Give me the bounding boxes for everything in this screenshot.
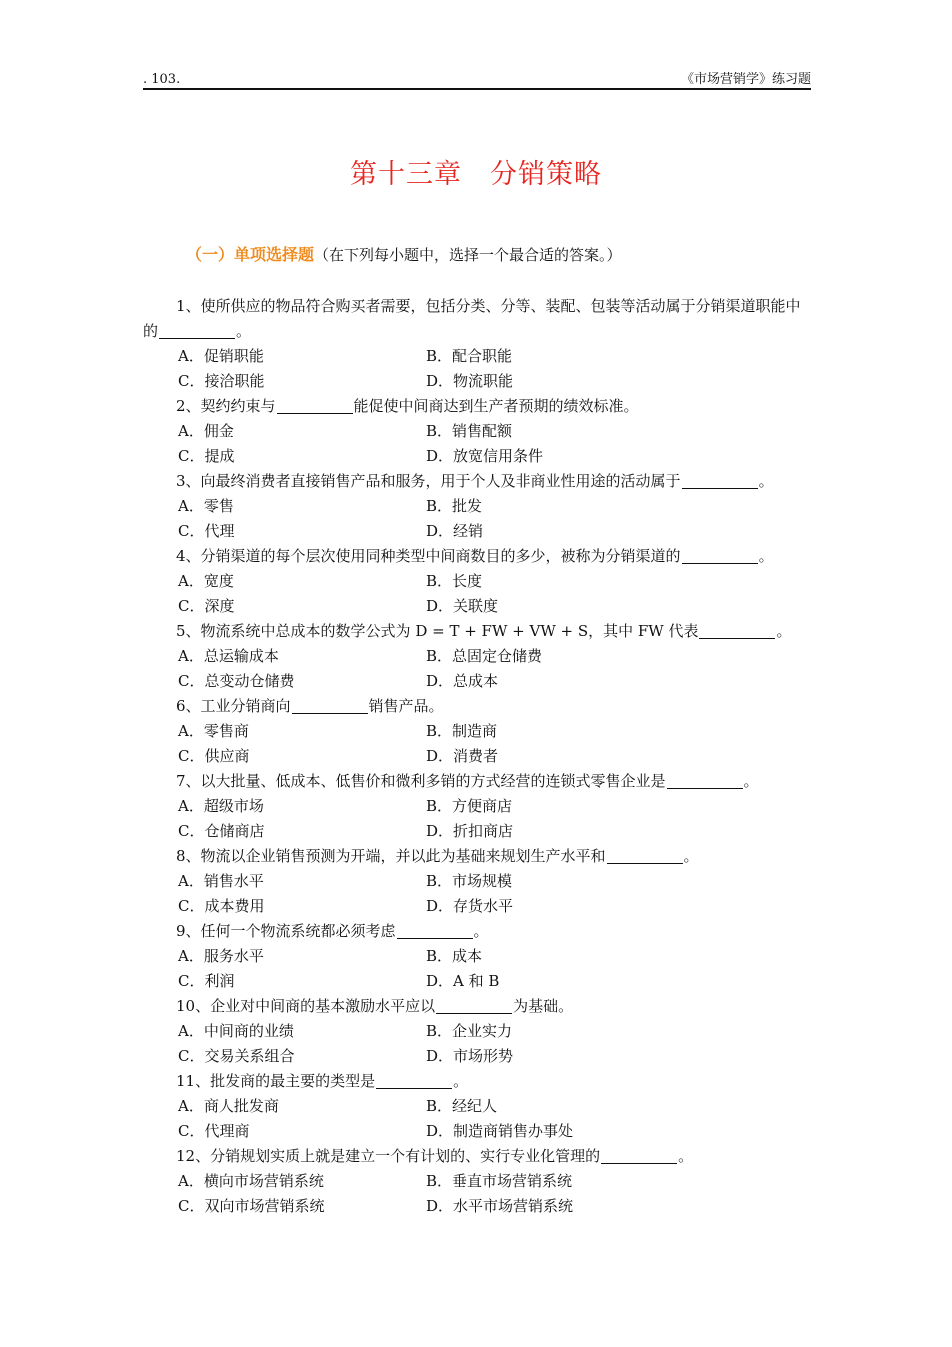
option-d: D．市场形势	[426, 1047, 514, 1065]
question-text: 1、使所供应的物品符合购买者需要，包括分类、分等、装配、包装等活动属于分销渠道职能中的	[143, 297, 801, 340]
options-row	[143, 894, 811, 919]
options-row	[143, 1019, 811, 1044]
section-heading	[186, 244, 622, 266]
question-text-end: 能促使中间商达到生产者预期的绩效标准。	[353, 397, 639, 415]
option-c: C．接洽职能	[178, 372, 265, 390]
option-a: A．服务水平	[178, 947, 264, 965]
option-d: D．消费者	[426, 747, 499, 765]
answer-blank	[667, 772, 743, 789]
option-b: B．市场规模	[426, 872, 513, 890]
options-row	[143, 519, 811, 544]
option-c: C．供应商	[178, 747, 250, 765]
question-text-end: 。	[236, 322, 252, 340]
option-d: D．折扣商店	[426, 822, 514, 840]
section-title: （一）单项选择题	[186, 245, 315, 264]
answer-blank	[159, 322, 235, 339]
answer-blank	[682, 472, 758, 489]
option-c: C．代理商	[178, 1122, 250, 1140]
question-11	[143, 1069, 811, 1094]
chapter-title: 第十三章 分销策略	[350, 159, 602, 190]
option-d: D．放宽信用条件	[426, 447, 544, 465]
options-row	[143, 594, 811, 619]
option-c: C．代理	[178, 522, 235, 540]
option-a: A．商人批发商	[178, 1097, 279, 1115]
options-row	[143, 1044, 811, 1069]
question-text: 5、物流系统中总成本的数学公式为 D = T + FW + VW + S，其中 FW 代表	[176, 622, 699, 640]
question-text-end: 。	[758, 547, 774, 565]
option-a: A．总运输成本	[178, 647, 279, 665]
options-row	[143, 794, 811, 819]
option-a: A．佣金	[178, 422, 234, 440]
question-text-end: 。	[453, 1072, 469, 1090]
options-row	[143, 1194, 811, 1219]
option-c: C．深度	[178, 597, 235, 615]
option-a: A．零售商	[178, 722, 249, 740]
options-row	[143, 1169, 811, 1194]
option-a: A．超级市场	[178, 797, 264, 815]
question-4	[143, 544, 811, 569]
question-6	[143, 694, 811, 719]
option-b: B．总固定仓储费	[426, 647, 543, 665]
option-b: B．成本	[426, 947, 483, 965]
option-b: B．企业实力	[426, 1022, 513, 1040]
option-c: C．交易关系组合	[178, 1047, 295, 1065]
option-c: C．成本费用	[178, 897, 265, 915]
option-a: A．零售	[178, 497, 234, 515]
option-c: C．双向市场营销系统	[178, 1197, 325, 1215]
answer-blank	[277, 397, 353, 414]
answer-blank	[699, 622, 775, 639]
option-d: D．存货水平	[426, 897, 514, 915]
question-text: 7、以大批量、低成本、低售价和微利多销的方式经营的连锁式零售企业是	[176, 772, 666, 790]
options-row	[143, 444, 811, 469]
question-text: 10、企业对中间商的基本激励水平应以	[176, 997, 436, 1015]
question-text-end: 。	[776, 622, 792, 640]
options-row	[143, 369, 811, 394]
option-a: A．销售水平	[178, 872, 264, 890]
option-b: B．方便商店	[426, 797, 513, 815]
question-text-end: 销售产品。	[368, 697, 444, 715]
option-b: B．垂直市场营销系统	[426, 1172, 573, 1190]
options-row	[143, 719, 811, 744]
option-d: D．A 和 B	[426, 972, 500, 990]
question-text-end: 。	[473, 922, 489, 940]
option-a: A．促销职能	[178, 347, 264, 365]
answer-blank	[397, 922, 473, 939]
question-9	[143, 919, 811, 944]
option-d: D．关联度	[426, 597, 499, 615]
answer-blank	[436, 997, 512, 1014]
question-text-end: 。	[758, 472, 774, 490]
option-a: A．宽度	[178, 572, 234, 590]
option-c: C．提成	[178, 447, 235, 465]
options-row	[143, 569, 811, 594]
question-5	[143, 619, 811, 644]
options-row	[143, 819, 811, 844]
option-c: C．利润	[178, 972, 235, 990]
section-note: （在下列每小题中，选择一个最合适的答案。）	[314, 246, 622, 264]
option-d: D．物流职能	[426, 372, 514, 390]
question-12	[143, 1144, 811, 1169]
answer-blank	[607, 847, 683, 864]
option-d: D．制造商销售办事处	[426, 1122, 574, 1140]
option-a: A．横向市场营销系统	[178, 1172, 324, 1190]
answer-blank	[292, 697, 368, 714]
option-b: B．批发	[426, 497, 483, 515]
question-1	[143, 294, 811, 344]
options-row	[143, 1094, 811, 1119]
question-text: 11、批发商的最主要的类型是	[176, 1072, 376, 1090]
options-row	[143, 869, 811, 894]
options-row	[143, 344, 811, 369]
question-10	[143, 994, 811, 1019]
question-text: 6、工业分销商向	[176, 697, 291, 715]
option-d: D．经销	[426, 522, 484, 540]
answer-blank	[376, 1072, 452, 1089]
question-7	[143, 769, 811, 794]
question-text: 2、契约约束与	[176, 397, 276, 415]
answer-blank	[601, 1147, 677, 1164]
option-b: B．经纪人	[426, 1097, 498, 1115]
options-row	[143, 1119, 811, 1144]
question-8	[143, 844, 811, 869]
question-text: 4、分销渠道的每个层次使用同种类型中间商数目的多少，被称为分销渠道的	[176, 547, 681, 565]
options-row	[143, 669, 811, 694]
book-title: 《市场营销学》练习题	[680, 72, 811, 87]
question-text-end: 。	[683, 847, 699, 865]
option-b: B．长度	[426, 572, 483, 590]
page-number: . 103.	[143, 72, 181, 87]
option-c: C．仓储商店	[178, 822, 265, 840]
option-c: C．总变动仓储费	[178, 672, 295, 690]
page-header	[143, 71, 811, 90]
options-row	[143, 969, 811, 994]
question-text: 8、物流以企业销售预测为开端，并以此为基础来规划生产水平和	[176, 847, 606, 865]
options-row	[143, 419, 811, 444]
option-a: A．中间商的业绩	[178, 1022, 294, 1040]
question-list	[143, 294, 811, 1219]
option-b: B．销售配额	[426, 422, 513, 440]
option-b: B．配合职能	[426, 347, 513, 365]
question-2	[143, 394, 811, 419]
option-d: D．总成本	[426, 672, 499, 690]
answer-blank	[682, 547, 758, 564]
options-row	[143, 744, 811, 769]
question-text-end: 为基础。	[513, 997, 574, 1015]
question-3	[143, 469, 811, 494]
options-row	[143, 494, 811, 519]
question-text: 3、向最终消费者直接销售产品和服务，用于个人及非商业性用途的活动属于	[176, 472, 681, 490]
question-text-end: 。	[743, 772, 759, 790]
question-text-end: 。	[678, 1147, 694, 1165]
option-b: B．制造商	[426, 722, 498, 740]
question-text: 12、分销规划实质上就是建立一个有计划的、实行专业化管理的	[176, 1147, 601, 1165]
option-d: D．水平市场营销系统	[426, 1197, 574, 1215]
question-text: 9、任何一个物流系统都必须考虑	[176, 922, 396, 940]
options-row	[143, 944, 811, 969]
options-row	[143, 644, 811, 669]
